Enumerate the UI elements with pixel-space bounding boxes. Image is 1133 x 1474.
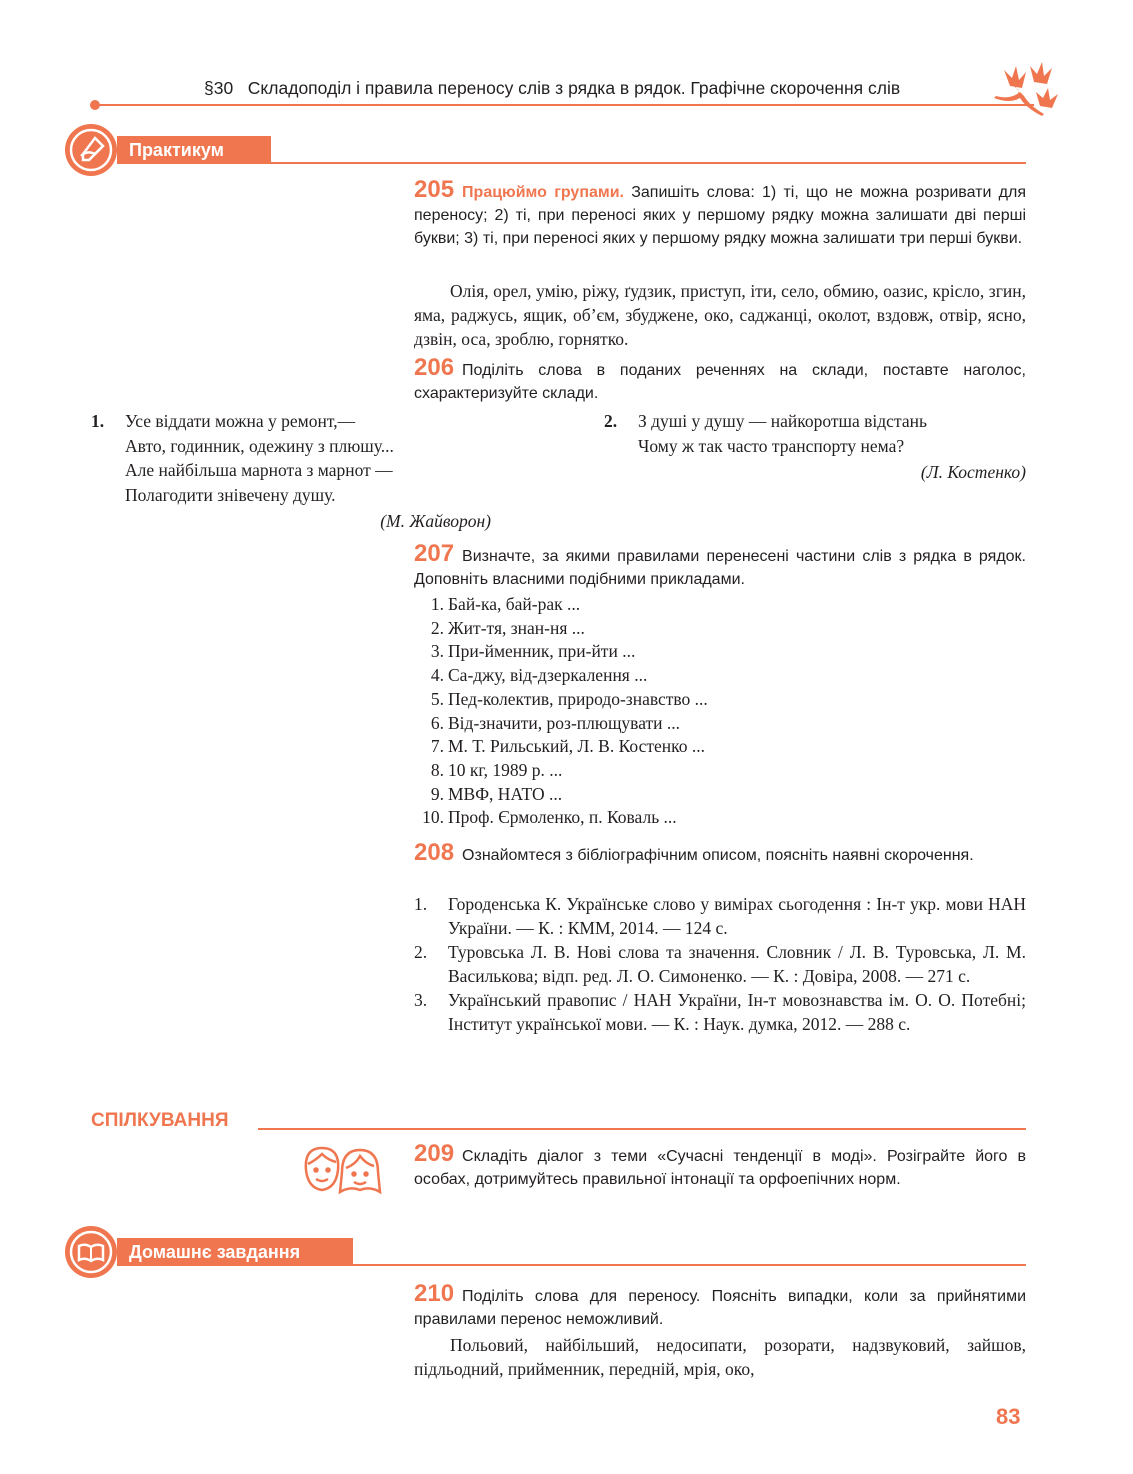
homework-rule [340,1264,1026,1266]
bibliography-item: 1. Городенська К. Українське слово у вимірах сьогодення : Ін-т укр. мови НАН України. — К. : КММ, 2014. — 124 с. [414,894,1026,938]
bibliography-item: 2. Туровська Л. В. Нові слова та значення. Словник / Л. В. Туровська, Л. М. Василькова; відп. ред. Л. О. Симоненко. — К. : Довіра, 2008. — 271 с. [414,942,1026,986]
poem-number: 1. [91,411,105,431]
exercise-text: Складіть діалог з теми «Сучасні тенденції в моді». Розіграйте його в особах, дотримуйтесь правильної інтонації та орфоепічних норм. [414,1148,1026,1188]
poem-line: Але найбільша марнота з марнот — [125,460,393,480]
section-number: §30 [204,78,234,98]
list-item: 10. Проф. Єрмоленко, п. Коваль ... [422,807,677,828]
homework-label: Домашнє завдання [129,1242,301,1262]
exercise-text: Поділіть слова в поданих реченнях на склади, поставте наголос, схарактеризуйте склади. [414,362,1026,402]
exercise-205-words: Олія, орел, умію, ріжу, ґудзик, приступ, іти, село, обмию, оазис, крісло, згин, яма, раджусь, ящик, об’єм, збуджене, око, саджанці, околот, вздовж, отвір, ясно, дзвін, оса, зроблю, горнятко. [414,281,1026,349]
poem-author: (Л. Костенко) [920,462,1026,482]
poem-line: Чому ж так часто транспорту нема? [638,435,905,456]
poem-line: Авто, годинник, одежину з плюшу... [125,435,394,456]
running-header [204,78,900,99]
exercise-208-list [414,892,1026,1036]
exercise-text: Поділіть слова для переносу. Поясніть випадки, коли за прийнятими правилами перенос неможливий. [414,1288,1026,1328]
people-dialog-icon [298,1142,384,1196]
poem-line: З душі у душу — найкоротша відстань [638,411,927,431]
poem-line: Усе віддати можна у ремонт,— [125,411,356,431]
poem-number: 2. [604,411,618,431]
section-title: Складоподіл і правила переносу слів з рядка в рядок. Графічне скорочення слів [247,78,901,98]
communication-rule [258,1128,1026,1130]
exercise-209-task [414,1142,1026,1191]
exercise-207-task [414,542,1026,591]
list-item: 2. Жит-тя, знан-ня ... [430,617,585,638]
poem-1 [91,409,491,534]
exercise-number: 205 [414,176,455,203]
list-item: 3. При-йменник, при-йти ... [430,641,636,662]
flower-decoration-icon [990,56,1070,116]
homework-band [117,1238,353,1266]
list-item: 7. М. Т. Рильський, Л. В. Костенко ... [430,736,705,757]
list-item: 1. Бай-ка, бай-рак ... [430,594,581,614]
exercise-number: 207 [414,540,455,567]
list-item: 8. 10 кг, 1989 р. ... [430,759,563,780]
exercise-208-task [414,841,1026,867]
exercise-205-task [414,178,1026,250]
poem-author: (М. Жайворон) [380,511,491,531]
communication-heading: СПІЛКУВАННЯ [91,1110,229,1131]
exercise-number: 209 [414,1140,455,1167]
pencil-hand-icon [65,124,117,176]
book-icon [65,1226,117,1278]
practicum-badge [65,124,117,176]
exercise-text: Визначте, за якими правилами перенесені частини слів з рядка в рядок. Доповніть власними подібними прикладами. [414,548,1026,588]
exercise-lead: Працюймо групами. [462,184,624,201]
list-item: 6. Від-значити, роз-плющувати ... [430,712,681,733]
list-item: 9. МВФ, НАТО ... [430,783,563,804]
practicum-label: Практикум [129,140,224,160]
exercise-text: Ознайомтеся з бібліографічним описом, поясніть наявні скорочення. [462,847,974,864]
exercise-text: Запишіть слова: 1) ті, що не можна розривати для переносу; 2) ті, при переносі яких у першому рядку можна залишати дві перші букви; 3) ті, при переносі яких у першому рядку можна залишати три перші букви. [414,184,1026,247]
list-item: 5. Пед-колектив, природо-знавство ... [430,688,708,709]
exercise-206-task [414,356,1026,405]
homework-badge [65,1226,117,1278]
list-item: 4. Са-джу, від-дзеркалення ... [430,665,648,686]
poem-line: Полагодити знівечену душу. [125,484,336,505]
header-rule [94,104,1034,106]
exercise-number: 210 [414,1280,455,1307]
exercise-number: 206 [414,354,455,381]
exercise-207-list [414,593,1026,830]
practicum-band [117,136,271,164]
page-number: 83 [996,1404,1021,1429]
bibliography-item: 3. Український правопис / НАН України, Ін-т мовознавства ім. О. О. Потебні; Інститут української мови. — К. : Наук. думка, 2012. — 288 с. [414,990,1026,1034]
practicum-rule [259,162,1026,164]
exercise-210-task [414,1282,1026,1331]
exercise-number: 208 [414,839,455,866]
exercise-210-words: Польовий, найбільший, недосипати, розорати, надзвуковий, зайшов, підльодний, прийменник, передній, мрія, око, [414,1335,1026,1379]
poem-2 [604,409,1026,485]
